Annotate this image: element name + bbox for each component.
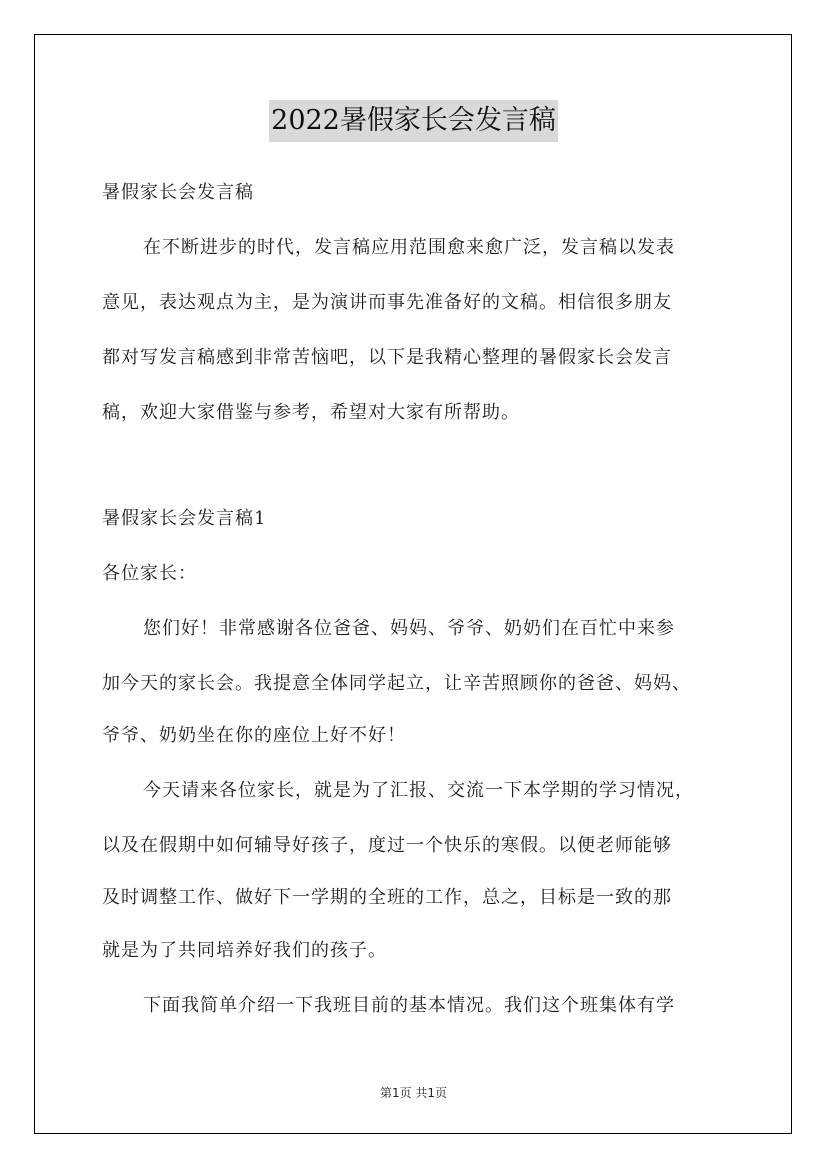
intro-line: 稿，欢迎大家借鉴与参考，希望对大家有所帮助。	[102, 402, 520, 423]
page-footer: 第1页 共1页	[379, 1086, 448, 1100]
intro-line: 都对写发言稿感到非常苦恼吧，以下是我精心整理的暑假家长会发言	[102, 347, 672, 368]
intro-line: 在不断进步的时代，发言稿应用范围愈来愈广泛，发言稿以发表	[143, 237, 675, 258]
intro-line: 意见，表达观点为主，是为演讲而事先准备好的文稿。相信很多朋友	[102, 292, 672, 313]
subtitle: 暑假家长会发言稿	[102, 182, 254, 203]
paragraph-line: 及时调整工作、做好下一学期的全班的工作，总之，目标是一致的那	[102, 887, 672, 908]
section-heading: 暑假家长会发言稿1	[102, 508, 267, 529]
document-title: 2022暑假家长会发言稿	[269, 100, 558, 142]
document-body	[102, 0, 742, 1170]
paragraph-line: 加今天的家长会。我提意全体同学起立，让辛苦照顾你的爸爸、妈妈、	[102, 673, 691, 694]
paragraph-line: 以及在假期中如何辅导好孩子，度过一个快乐的寒假。以便老师能够	[102, 835, 672, 856]
paragraph-line: 就是为了共同培养好我们的孩子。	[102, 940, 387, 961]
paragraph-line: 今天请来各位家长，就是为了汇报、交流一下本学期的学习情况，	[143, 780, 694, 801]
paragraph-line: 爷爷、奶奶坐在你的座位上好不好！	[102, 725, 406, 746]
paragraph-line: 下面我简单介绍一下我班目前的基本情况。我们这个班集体有学	[143, 995, 675, 1016]
paragraph-line: 您们好！非常感谢各位爸爸、妈妈、爷爷、奶奶们在百忙中来参	[143, 618, 675, 639]
salutation: 各位家长：	[102, 563, 197, 584]
